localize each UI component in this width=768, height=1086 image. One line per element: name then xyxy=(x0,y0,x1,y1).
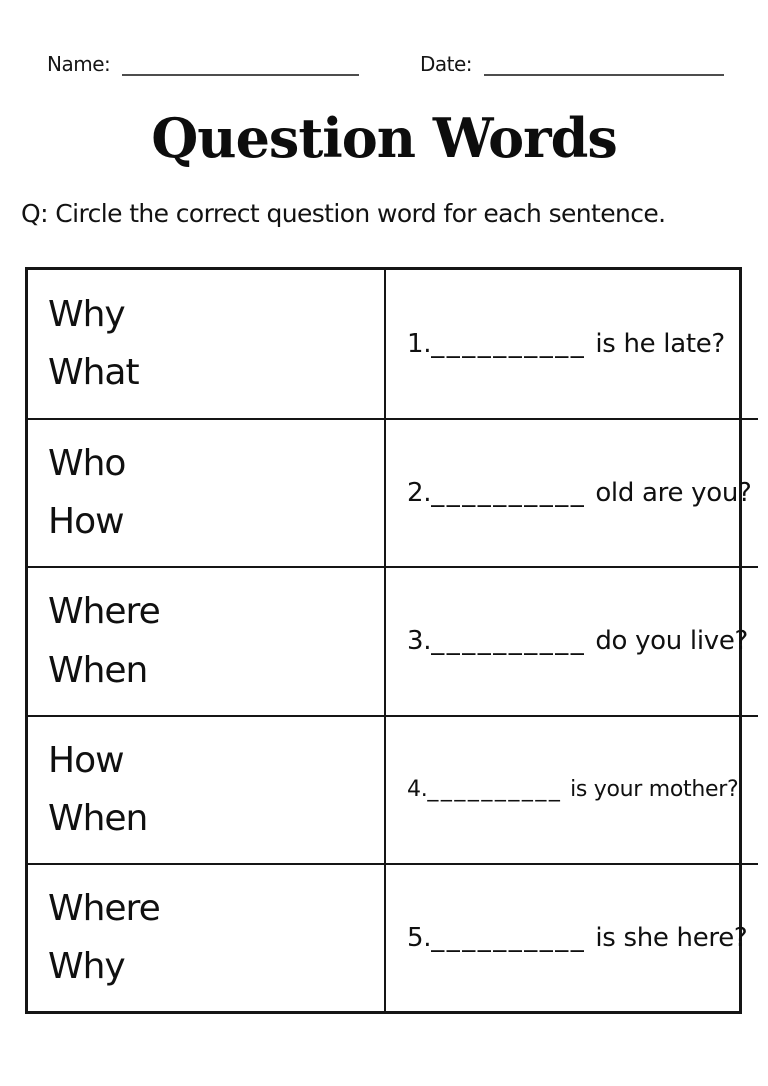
answer-blank[interactable]: __________ xyxy=(431,478,587,509)
table-row-4 xyxy=(28,715,758,863)
date-label: Date: xyxy=(420,52,473,76)
option-word[interactable]: Why xyxy=(48,945,125,987)
question-number: 3. xyxy=(407,626,432,657)
table-row-2 xyxy=(28,418,758,566)
page-title: Question Words xyxy=(151,106,617,170)
question-text: is she here? xyxy=(595,922,748,953)
name-label: Name: xyxy=(47,52,111,76)
table-row-3 xyxy=(28,566,758,714)
option-word[interactable]: Where xyxy=(48,591,160,633)
answer-blank[interactable]: __________ xyxy=(431,922,587,953)
options-cell-5 xyxy=(28,865,386,1011)
name-input-line[interactable] xyxy=(122,52,359,76)
table-row-5 xyxy=(28,863,758,1011)
question-cell-4 xyxy=(386,717,758,863)
question-cell-5 xyxy=(386,865,758,1011)
question-text: is he late? xyxy=(595,329,725,360)
question-number: 5. xyxy=(407,922,432,953)
question-text: is your mother? xyxy=(570,777,739,803)
answer-blank[interactable]: __________ xyxy=(431,626,587,657)
option-word[interactable]: Where xyxy=(48,887,160,929)
option-word[interactable]: What xyxy=(48,352,139,394)
question-text: do you live? xyxy=(595,626,749,657)
question-number: 4. xyxy=(407,777,428,803)
question-number: 2. xyxy=(407,478,432,509)
question-cell-2 xyxy=(386,420,758,566)
options-cell-2 xyxy=(28,420,386,566)
options-cell-1 xyxy=(28,270,386,418)
answer-blank[interactable]: __________ xyxy=(431,329,587,360)
option-word[interactable]: When xyxy=(48,797,148,839)
instruction-text: Q: Circle the correct question word for each sentence. xyxy=(21,199,666,228)
option-word[interactable]: Why xyxy=(48,293,125,335)
question-cell-1 xyxy=(386,270,758,418)
option-word[interactable]: When xyxy=(48,649,148,691)
question-number: 1. xyxy=(407,329,432,360)
option-word[interactable]: How xyxy=(48,739,124,781)
question-text: old are you? xyxy=(595,478,752,509)
question-cell-3 xyxy=(386,568,758,714)
option-word[interactable]: How xyxy=(48,501,124,543)
date-input-line[interactable] xyxy=(484,52,724,76)
answer-blank[interactable]: __________ xyxy=(427,777,563,803)
option-word[interactable]: Who xyxy=(48,443,126,485)
name-field-group xyxy=(47,52,359,76)
options-cell-3 xyxy=(28,568,386,714)
options-cell-4 xyxy=(28,717,386,863)
table-row-1 xyxy=(28,270,758,418)
worksheet-table xyxy=(25,267,752,1014)
date-field-group xyxy=(420,52,724,76)
